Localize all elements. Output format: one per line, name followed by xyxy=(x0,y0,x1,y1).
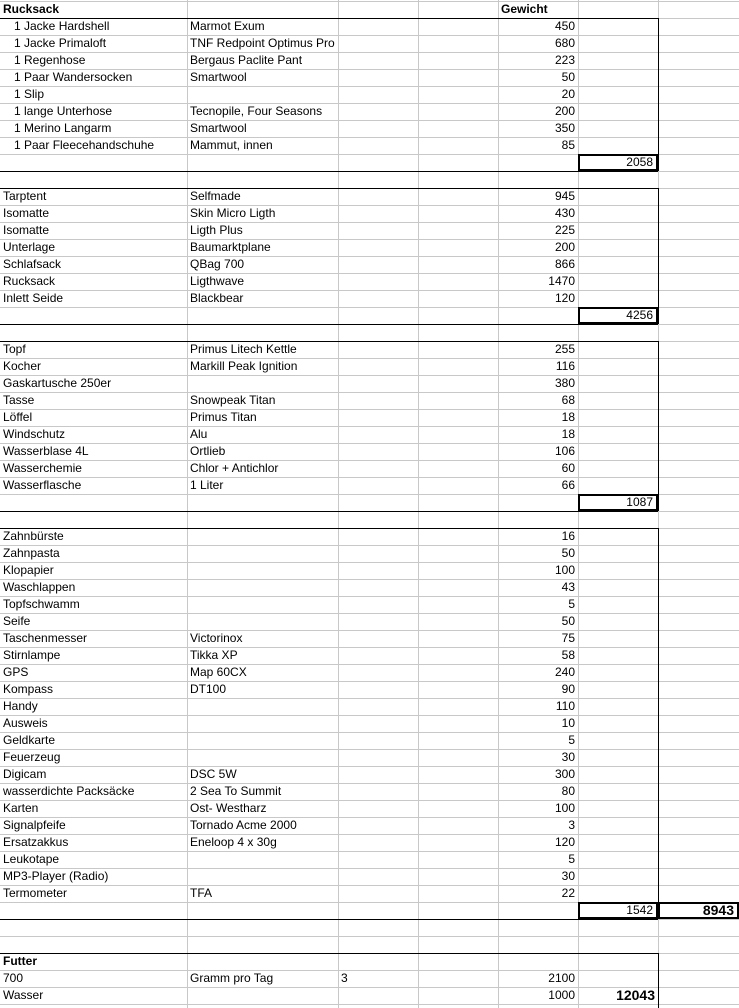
item-product-cell[interactable]: QBag 700 xyxy=(190,257,245,271)
item-product-cell[interactable]: Markill Peak Ignition xyxy=(190,359,298,373)
section-border xyxy=(658,528,659,919)
item-name-cell[interactable]: 1 Paar Fleecehandschuhe xyxy=(14,138,155,152)
water-label-cell[interactable]: Wasser xyxy=(3,988,44,1002)
item-weight-cell[interactable]: 68 xyxy=(561,393,575,407)
item-product-cell[interactable]: Victorinox xyxy=(190,631,243,645)
item-name-cell[interactable]: 1 Slip xyxy=(14,87,45,101)
item-weight-cell[interactable]: 16 xyxy=(561,529,575,543)
item-product-cell[interactable]: TFA xyxy=(190,886,213,900)
item-product-cell[interactable]: Eneloop 4 x 30g xyxy=(190,835,277,849)
item-weight-cell[interactable]: 120 xyxy=(554,291,575,305)
item-product-cell[interactable]: Primus Litech Kettle xyxy=(190,342,297,356)
item-product-cell[interactable]: Marmot Exum xyxy=(190,19,265,33)
item-name-cell[interactable]: Feuerzeug xyxy=(3,750,61,764)
item-name-cell[interactable]: 1 lange Unterhose xyxy=(14,104,113,118)
item-name-cell[interactable]: Ausweis xyxy=(3,716,48,730)
item-name-cell[interactable]: Topfschwamm xyxy=(3,597,80,611)
item-name-cell[interactable]: Stirnlampe xyxy=(3,648,61,662)
item-product-cell[interactable]: Primus Titan xyxy=(190,410,257,424)
item-weight-cell[interactable]: 80 xyxy=(561,784,575,798)
futter-days-cell[interactable]: 3 xyxy=(341,971,348,985)
futter-unit-cell[interactable]: Gramm pro Tag xyxy=(190,971,274,985)
item-name-cell[interactable]: GPS xyxy=(3,665,29,679)
item-product-cell[interactable] xyxy=(187,613,338,630)
item-product-cell[interactable]: Bergaus Paclite Pant xyxy=(190,53,303,67)
item-product-cell[interactable]: Tecnopile, Four Seasons xyxy=(190,104,323,118)
subtotal-cell[interactable]: 1542 xyxy=(578,902,658,919)
item-weight-cell[interactable]: 50 xyxy=(561,70,575,84)
item-name-cell[interactable]: 1 Merino Langarm xyxy=(14,121,112,135)
item-product-cell[interactable]: Blackbear xyxy=(190,291,244,305)
item-weight-cell[interactable]: 43 xyxy=(561,580,575,594)
section-border xyxy=(658,188,659,324)
item-weight-cell[interactable]: 22 xyxy=(561,886,575,900)
item-weight-cell[interactable]: 20 xyxy=(561,87,575,101)
section-border xyxy=(658,18,659,171)
section-border xyxy=(658,341,659,511)
item-weight-cell[interactable]: 85 xyxy=(561,138,575,152)
item-name-cell[interactable]: Isomatte xyxy=(3,206,50,220)
item-weight-cell[interactable]: 10 xyxy=(561,716,575,730)
item-product-cell[interactable]: Ligthwave xyxy=(190,274,245,288)
item-weight-cell[interactable]: 5 xyxy=(568,597,575,611)
item-product-cell[interactable] xyxy=(187,851,338,868)
item-name-cell[interactable]: Klopapier xyxy=(3,563,54,577)
item-product-cell[interactable]: Snowpeak Titan xyxy=(190,393,276,407)
item-weight-cell[interactable]: 90 xyxy=(561,682,575,696)
grid-row-line xyxy=(0,936,739,937)
item-weight-cell[interactable]: 106 xyxy=(554,444,575,458)
item-product-cell[interactable]: DSC 5W xyxy=(190,767,237,781)
item-name-cell[interactable]: wasserdichte Packsäcke xyxy=(3,784,135,798)
section-border xyxy=(0,919,658,920)
subtotal-cell[interactable]: 4256 xyxy=(578,307,658,324)
section-border xyxy=(0,171,658,172)
item-name-cell[interactable]: Wasserchemie xyxy=(3,461,82,475)
item-product-cell[interactable]: Alu xyxy=(190,427,208,441)
item-weight-cell[interactable]: 300 xyxy=(554,767,575,781)
item-name-cell[interactable]: Termometer xyxy=(3,886,68,900)
item-product-cell[interactable]: 1 Liter xyxy=(190,478,224,492)
item-weight-cell[interactable]: 430 xyxy=(554,206,575,220)
item-weight-cell[interactable]: 5 xyxy=(568,852,575,866)
title-cell[interactable]: Rucksack xyxy=(3,2,60,16)
item-weight-cell[interactable]: 30 xyxy=(561,869,575,883)
item-weight-cell[interactable]: 225 xyxy=(554,223,575,237)
item-product-cell[interactable]: Ost- Westharz xyxy=(190,801,267,815)
item-product-cell[interactable] xyxy=(187,596,338,613)
item-weight-cell[interactable]: 116 xyxy=(555,359,575,373)
item-product-cell[interactable] xyxy=(187,749,338,766)
item-name-cell[interactable]: MP3-Player (Radio) xyxy=(3,869,109,883)
item-name-cell[interactable]: Digicam xyxy=(3,767,47,781)
item-product-cell[interactable] xyxy=(187,732,338,749)
item-name-cell[interactable]: Ersatzakkus xyxy=(3,835,69,849)
item-weight-cell[interactable]: 18 xyxy=(561,427,575,441)
item-name-cell[interactable]: Signalpfeife xyxy=(3,818,66,832)
item-name-cell[interactable]: Isomatte xyxy=(3,223,50,237)
item-weight-cell[interactable]: 30 xyxy=(561,750,575,764)
item-weight-cell[interactable]: 50 xyxy=(561,614,575,628)
section-border xyxy=(0,324,658,325)
futter-amount-cell[interactable]: 700 xyxy=(3,971,24,985)
item-weight-cell[interactable]: 200 xyxy=(554,240,575,254)
item-product-cell[interactable] xyxy=(187,375,338,392)
item-weight-cell[interactable]: 200 xyxy=(554,104,575,118)
item-weight-cell[interactable]: 58 xyxy=(561,648,575,662)
item-product-cell[interactable] xyxy=(187,868,338,885)
item-weight-cell[interactable]: 60 xyxy=(561,461,575,475)
subtotal-cell[interactable]: 1087 xyxy=(578,494,658,511)
item-name-cell[interactable]: Karten xyxy=(3,801,39,815)
item-name-cell[interactable]: 1 Paar Wandersocken xyxy=(14,70,133,84)
weight-header-cell[interactable]: Gewicht xyxy=(501,2,548,16)
item-name-cell[interactable]: Zahnpasta xyxy=(3,546,60,560)
item-name-cell[interactable]: Kompass xyxy=(3,682,54,696)
item-product-cell[interactable]: Mammut, innen xyxy=(190,138,273,152)
item-name-cell[interactable]: Unterlage xyxy=(3,240,56,254)
item-weight-cell[interactable]: 66 xyxy=(561,478,575,492)
item-weight-cell[interactable]: 18 xyxy=(561,410,575,424)
futter-weight-cell[interactable]: 2100 xyxy=(548,971,575,985)
item-product-cell[interactable]: Baumarktplane xyxy=(190,240,271,254)
item-product-cell[interactable]: Ligth Plus xyxy=(190,223,243,237)
item-weight-cell[interactable]: 5 xyxy=(568,733,575,747)
grid-column-line xyxy=(418,0,419,1008)
item-weight-cell[interactable]: 866 xyxy=(554,257,575,271)
item-weight-cell[interactable]: 120 xyxy=(554,835,575,849)
item-name-cell[interactable]: Schlafsack xyxy=(3,257,62,271)
item-product-cell[interactable] xyxy=(187,86,338,103)
item-name-cell[interactable]: 1 Jacke Primaloft xyxy=(14,36,107,50)
grid-row-line xyxy=(0,1004,739,1005)
item-name-cell[interactable]: Geldkarte xyxy=(3,733,56,747)
item-product-cell[interactable] xyxy=(187,715,338,732)
item-name-cell[interactable]: Zahnbürste xyxy=(3,529,64,543)
item-name-cell[interactable]: Kocher xyxy=(3,359,42,373)
section-border xyxy=(658,953,659,1008)
item-product-cell[interactable]: Smartwool xyxy=(190,70,247,84)
item-product-cell[interactable] xyxy=(187,528,338,545)
item-weight-cell[interactable]: 240 xyxy=(554,665,575,679)
futter-title-cell[interactable]: Futter xyxy=(3,954,37,968)
item-name-cell[interactable]: Leukotape xyxy=(3,852,60,866)
item-weight-cell[interactable]: 100 xyxy=(554,563,575,577)
item-name-cell[interactable]: Inlett Seide xyxy=(3,291,64,305)
item-product-cell[interactable]: 2 Sea To Summit xyxy=(190,784,282,798)
water-weight-cell[interactable]: 1000 xyxy=(548,988,575,1002)
grid-column-line xyxy=(338,0,339,1008)
item-product-cell[interactable] xyxy=(187,562,338,579)
item-name-cell[interactable]: Wasserflasche xyxy=(3,478,82,492)
item-weight-cell[interactable]: 255 xyxy=(554,342,575,356)
item-name-cell[interactable]: Rucksack xyxy=(3,274,56,288)
item-weight-cell[interactable]: 75 xyxy=(561,631,575,645)
item-name-cell[interactable]: Wasserblase 4L xyxy=(3,444,89,458)
item-weight-cell[interactable]: 380 xyxy=(554,376,575,390)
item-name-cell[interactable]: Löffel xyxy=(3,410,33,424)
item-weight-cell[interactable]: 3 xyxy=(568,818,575,832)
total-cell[interactable]: 8943 xyxy=(658,902,739,919)
item-product-cell[interactable] xyxy=(187,545,338,562)
item-product-cell[interactable] xyxy=(187,579,338,596)
item-name-cell[interactable]: Topf xyxy=(3,342,26,356)
item-product-cell[interactable]: TNF Redpoint Optimus Pro xyxy=(190,36,335,50)
item-name-cell[interactable]: Taschenmesser xyxy=(3,631,88,645)
item-name-cell[interactable]: Tasse xyxy=(3,393,35,407)
grand-total-cell[interactable]: 12043 xyxy=(616,987,655,1003)
item-name-cell[interactable]: 1 Jacke Hardshell xyxy=(14,19,110,33)
section-border xyxy=(0,511,658,512)
item-name-cell[interactable]: Windschutz xyxy=(3,427,66,441)
item-weight-cell[interactable]: 350 xyxy=(554,121,575,135)
item-weight-cell[interactable]: 110 xyxy=(555,699,575,713)
item-product-cell[interactable]: Tikka XP xyxy=(190,648,238,662)
item-product-cell[interactable]: Selfmade xyxy=(190,189,241,203)
item-product-cell[interactable]: Skin Micro Ligth xyxy=(190,206,276,220)
item-weight-cell[interactable]: 945 xyxy=(554,189,575,203)
item-weight-cell[interactable]: 223 xyxy=(554,53,575,67)
item-product-cell[interactable] xyxy=(187,698,338,715)
item-product-cell[interactable]: DT100 xyxy=(190,682,227,696)
item-name-cell[interactable]: Waschlappen xyxy=(3,580,76,594)
item-product-cell[interactable]: Smartwool xyxy=(190,121,247,135)
item-weight-cell[interactable]: 100 xyxy=(554,801,575,815)
item-name-cell[interactable]: Tarptent xyxy=(3,189,47,203)
item-weight-cell[interactable]: 450 xyxy=(554,19,575,33)
item-product-cell[interactable]: Ortlieb xyxy=(190,444,226,458)
item-product-cell[interactable]: Chlor + Antichlor xyxy=(190,461,279,475)
item-name-cell[interactable]: Seife xyxy=(3,614,31,628)
item-product-cell[interactable]: Map 60CX xyxy=(190,665,247,679)
item-product-cell[interactable]: Tornado Acme 2000 xyxy=(190,818,297,832)
subtotal-cell[interactable]: 2058 xyxy=(578,154,658,171)
item-name-cell[interactable]: 1 Regenhose xyxy=(14,53,86,67)
item-weight-cell[interactable]: 50 xyxy=(561,546,575,560)
item-name-cell[interactable]: Gaskartusche 250er xyxy=(3,376,112,390)
item-weight-cell[interactable]: 680 xyxy=(554,36,575,50)
item-name-cell[interactable]: Handy xyxy=(3,699,38,713)
item-weight-cell[interactable]: 1470 xyxy=(548,274,575,288)
